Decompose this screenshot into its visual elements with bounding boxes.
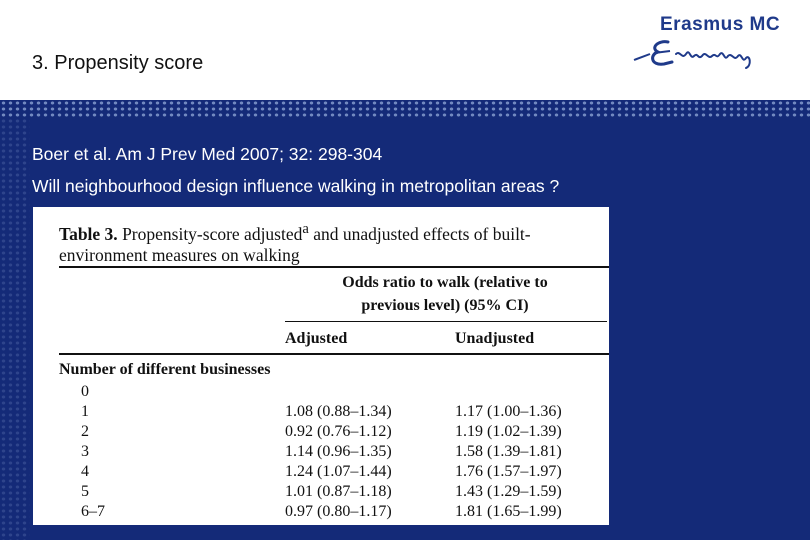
table-row bbox=[33, 383, 609, 403]
table-row bbox=[33, 463, 609, 483]
dotted-background bbox=[0, 118, 30, 540]
unadjusted-value: 1.17 (1.00–1.36) bbox=[455, 403, 562, 420]
group-header-line2: previous level) (95% CI) bbox=[361, 297, 529, 314]
unadjusted-value: 1.43 (1.29–1.59) bbox=[455, 483, 562, 500]
results-table bbox=[33, 207, 609, 525]
table-row bbox=[33, 443, 609, 463]
column-header-adjusted: Adjusted bbox=[285, 330, 348, 347]
research-question: Will neighbourhood design influence walking in metropolitan areas ? bbox=[32, 176, 560, 196]
table-number: Table 3. bbox=[59, 223, 118, 244]
caption-rest: and unadjusted effects of built-environment measures on walking bbox=[59, 223, 531, 265]
slide-title: 3. Propensity score bbox=[32, 52, 204, 74]
column-header-unadjusted: Unadjusted bbox=[455, 330, 535, 347]
row-label: 4 bbox=[81, 463, 89, 480]
table-caption bbox=[59, 219, 599, 266]
slide-header bbox=[0, 0, 810, 100]
adjusted-value: 0.92 (0.76–1.12) bbox=[285, 423, 392, 440]
group-header-line1: Odds ratio to walk (relative to bbox=[342, 274, 548, 291]
adjusted-value: 1.01 (0.87–1.18) bbox=[285, 483, 392, 500]
caption-footnote-mark: a bbox=[302, 221, 309, 237]
caption-text: Propensity-score adjusted bbox=[122, 223, 303, 244]
row-label: 2 bbox=[81, 423, 89, 440]
row-label: 3 bbox=[81, 443, 89, 460]
row-label: 0 bbox=[81, 383, 89, 400]
erasmus-mc-logo bbox=[628, 6, 788, 70]
citation-text: Boer et al. Am J Prev Med 2007; 32: 298-304 bbox=[32, 144, 383, 164]
signature-icon bbox=[628, 36, 788, 70]
adjusted-value: 0.97 (0.80–1.17) bbox=[285, 503, 392, 520]
table-rule-top bbox=[59, 266, 609, 268]
unadjusted-value: 1.81 (1.65–1.99) bbox=[455, 503, 562, 520]
unadjusted-value: 1.19 (1.02–1.39) bbox=[455, 423, 562, 440]
dotted-divider bbox=[0, 100, 810, 118]
table-rule-header bbox=[59, 353, 609, 355]
section-label: Number of different businesses bbox=[59, 361, 271, 378]
group-header-rule bbox=[285, 321, 607, 322]
table-row bbox=[33, 423, 609, 443]
adjusted-value: 1.14 (0.96–1.35) bbox=[285, 443, 392, 460]
table-row bbox=[33, 483, 609, 503]
logo-name: Erasmus MC bbox=[660, 14, 781, 35]
row-label: 1 bbox=[81, 403, 89, 420]
row-label: 6–7 bbox=[81, 503, 105, 520]
group-header bbox=[295, 271, 595, 317]
table-row bbox=[33, 503, 609, 523]
row-label: 5 bbox=[81, 483, 89, 500]
table-row bbox=[33, 403, 609, 423]
unadjusted-value: 1.58 (1.39–1.81) bbox=[455, 443, 562, 460]
adjusted-value: 1.08 (0.88–1.34) bbox=[285, 403, 392, 420]
adjusted-value: 1.24 (1.07–1.44) bbox=[285, 463, 392, 480]
unadjusted-value: 1.76 (1.57–1.97) bbox=[455, 463, 562, 480]
